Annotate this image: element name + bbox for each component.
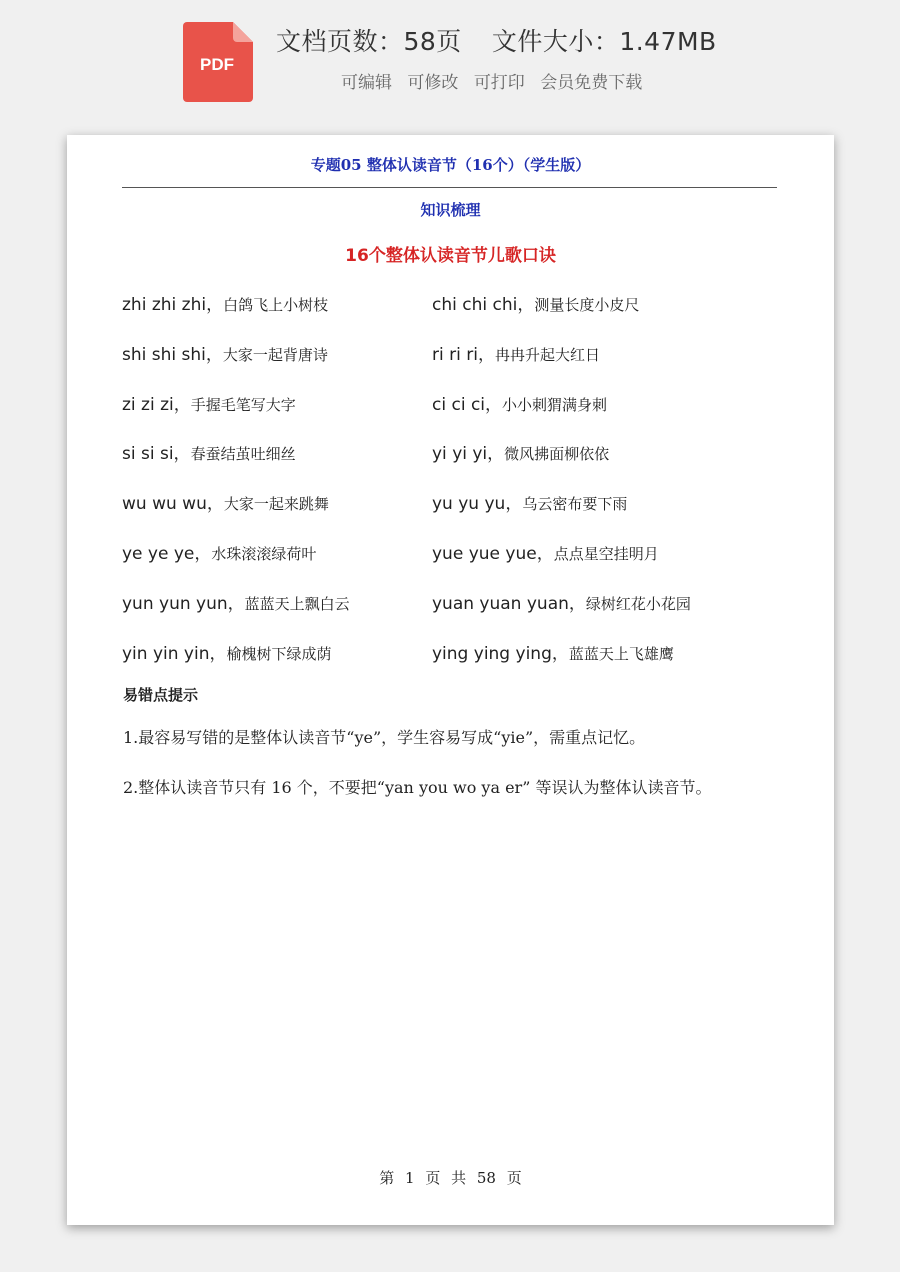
rhyme-pinyin: si si si， — [122, 444, 191, 465]
rhyme-row — [122, 639, 782, 689]
rhyme-item — [432, 589, 691, 614]
feature-member-download: 会员免费下载 — [540, 73, 643, 93]
file-info — [276, 22, 717, 58]
pdf-icon-label: PDF — [200, 55, 234, 74]
document-page — [67, 135, 834, 1225]
rhyme-row — [122, 589, 782, 639]
page-count-label: 文档页数：58页 — [276, 27, 462, 56]
tips-heading: 易错点提示 — [123, 686, 199, 704]
rhyme-item — [122, 390, 296, 415]
rhyme-row — [122, 390, 782, 440]
feature-modifiable: 可修改 — [407, 73, 459, 93]
rhyme-row — [122, 439, 782, 489]
rhyme-row — [122, 539, 782, 589]
rhyme-row — [122, 489, 782, 539]
rhyme-item — [122, 439, 296, 464]
rhyme-text: 绿树红花小花园 — [585, 594, 691, 613]
rhyme-pinyin: yue yue yue， — [432, 543, 554, 564]
rhyme-pinyin: wu wu wu， — [122, 494, 224, 515]
rhyme-text: 乌云密布要下雨 — [522, 495, 628, 514]
rhyme-pinyin: yin yin yin， — [122, 643, 227, 664]
rhyme-pinyin: zi zi zi， — [122, 394, 191, 415]
document-title: 专题05 整体认读音节（16个）（学生版） — [310, 156, 591, 174]
rhyme-text: 微风拂面柳依依 — [504, 445, 610, 464]
rhyme-pinyin: ying ying ying， — [432, 643, 569, 664]
rhyme-item — [432, 489, 627, 514]
rhyme-item — [122, 340, 328, 365]
rhyme-pinyin: yu yu yu， — [432, 494, 523, 515]
title-divider — [122, 187, 777, 188]
rhyme-list — [122, 290, 782, 688]
rhyme-pinyin: shi shi shi， — [122, 344, 223, 365]
rhyme-row — [122, 290, 782, 340]
rhyme-pinyin: ri ri ri， — [432, 344, 495, 365]
rhyme-pinyin: ye ye ye， — [122, 543, 212, 564]
rhyme-item — [122, 489, 329, 514]
rhyme-title: 16个整体认读音节儿歌口诀 — [345, 246, 556, 266]
rhyme-text: 大家一起来跳舞 — [223, 495, 329, 514]
rhyme-item — [122, 290, 328, 315]
rhyme-text: 白鸽飞上小树枝 — [223, 296, 329, 314]
tip-item-2: 2.整体认读音节只有 16 个，不要把“yan you wo ya er” 等误认为整体认读音节。 — [123, 778, 712, 797]
download-banner — [0, 0, 900, 125]
rhyme-pinyin: chi chi chi， — [432, 295, 535, 315]
rhyme-text: 榆槐树下绿成荫 — [226, 644, 332, 663]
rhyme-text: 点点星空挂明月 — [553, 544, 659, 563]
rhyme-item — [432, 390, 607, 415]
rhyme-pinyin: yun yun yun， — [122, 593, 245, 614]
rhyme-item — [122, 639, 332, 664]
pdf-file-icon — [183, 22, 253, 102]
rhyme-text: 水珠滚滚绿荷叶 — [211, 544, 317, 563]
rhyme-row — [122, 340, 782, 390]
rhyme-text: 蓝蓝天上飞雄鹰 — [568, 644, 674, 663]
rhyme-item — [122, 589, 350, 614]
rhyme-item — [432, 539, 659, 564]
rhyme-item — [432, 340, 600, 365]
rhyme-item — [432, 639, 674, 664]
rhyme-text: 冉冉升起大红日 — [494, 345, 600, 364]
page-number: 第 1 页 共 58 页 — [379, 1169, 522, 1187]
section-title: 知识梳理 — [420, 201, 481, 219]
tip-item-1: 1.最容易写错的是整体认读音节“ye”，学生容易写成“yie”，需重点记忆。 — [123, 728, 646, 747]
rhyme-text: 蓝蓝天上飘白云 — [244, 594, 350, 613]
rhyme-text: 春蚕结茧吐细丝 — [190, 445, 296, 464]
rhyme-pinyin: ci ci ci， — [432, 394, 503, 415]
rhyme-text: 大家一起背唐诗 — [222, 345, 328, 364]
rhyme-pinyin: zhi zhi zhi， — [122, 295, 224, 315]
feature-list — [341, 68, 652, 93]
rhyme-text: 测量长度小皮尺 — [534, 296, 640, 314]
rhyme-item — [432, 439, 609, 464]
rhyme-pinyin: yi yi yi， — [432, 444, 505, 465]
rhyme-item — [122, 539, 316, 564]
feature-printable: 可打印 — [473, 73, 525, 93]
rhyme-item — [432, 290, 639, 315]
feature-editable: 可编辑 — [341, 73, 392, 93]
rhyme-pinyin: yuan yuan yuan， — [432, 593, 586, 614]
rhyme-text: 小小刺猬满身刺 — [502, 395, 608, 414]
file-size-label: 文件大小：1.47MB — [491, 27, 717, 56]
rhyme-text: 手握毛笔写大字 — [190, 395, 296, 414]
